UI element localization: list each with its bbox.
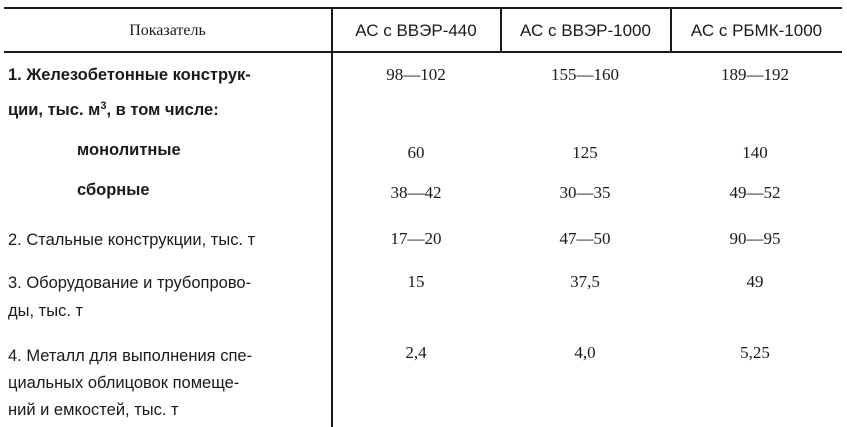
- header-bottom-rule: [4, 51, 842, 53]
- table-top-rule: [4, 7, 842, 9]
- row-prefab-value-rbmk-1000: 49—52: [729, 183, 781, 202]
- row-monolithic-label: монолитные: [77, 141, 181, 159]
- row-3-value-vver-1000: 37,5: [570, 272, 600, 291]
- row-monolithic-value-rbmk-1000: 140: [742, 143, 768, 162]
- row-2-value-rbmk-1000: 90—95: [729, 229, 781, 248]
- row-prefab-value-vver-1000: 30—35: [559, 183, 611, 202]
- header-vver-1000: АС с ВВЭР-1000: [520, 20, 651, 40]
- row-4-value-vver-440: 2,4: [405, 343, 427, 362]
- header-indicator: Показатель: [129, 21, 206, 39]
- row-4-label-line-1: 4. Металл для выполнения спе-: [8, 347, 253, 365]
- row-3-label-line-2: ды, тыс. т: [8, 302, 84, 320]
- row-4-label-line-2: циальных облицовок помеще-: [8, 374, 240, 392]
- row-3-value-rbmk-1000: 49: [746, 272, 764, 291]
- row-monolithic-value-vver-1000: 125: [572, 143, 598, 162]
- row-4-value-rbmk-1000: 5,25: [740, 343, 770, 362]
- row-monolithic-value-vver-440: 60: [407, 143, 425, 162]
- row-1-value-vver-1000: 155—160: [551, 65, 619, 84]
- row-1-label-line-1: 1. Железобетонные конструк-: [8, 66, 251, 84]
- row-4-label-line-3: ний и емкостей, тыс. т: [8, 401, 179, 419]
- row-1-label-line-2: ции, тыс. $м^3$, в том числе:: [8, 100, 219, 119]
- row-1-value-rbmk-1000: 189—192: [721, 65, 789, 84]
- row-3-value-vver-440: 15: [407, 272, 425, 291]
- row-prefab-label: сборные: [77, 181, 150, 199]
- header-rbmk-1000: АС с РБМК-1000: [690, 20, 823, 40]
- row-4-value-vver-1000: 4,0: [574, 343, 596, 362]
- row-3-label-line-1: 3. Оборудование и трубопрово-: [8, 274, 252, 292]
- row-prefab-value-vver-440: 38—42: [390, 183, 442, 202]
- header-vver-440: АС с ВВЭР-440: [355, 20, 477, 40]
- row-2-value-vver-1000: 47—50: [559, 229, 611, 248]
- row-2-label: 2. Стальные конструкции, тыс. т: [8, 231, 256, 249]
- row-1-value-vver-440: 98—102: [386, 65, 446, 84]
- row-2-value-vver-440: 17—20: [390, 229, 442, 248]
